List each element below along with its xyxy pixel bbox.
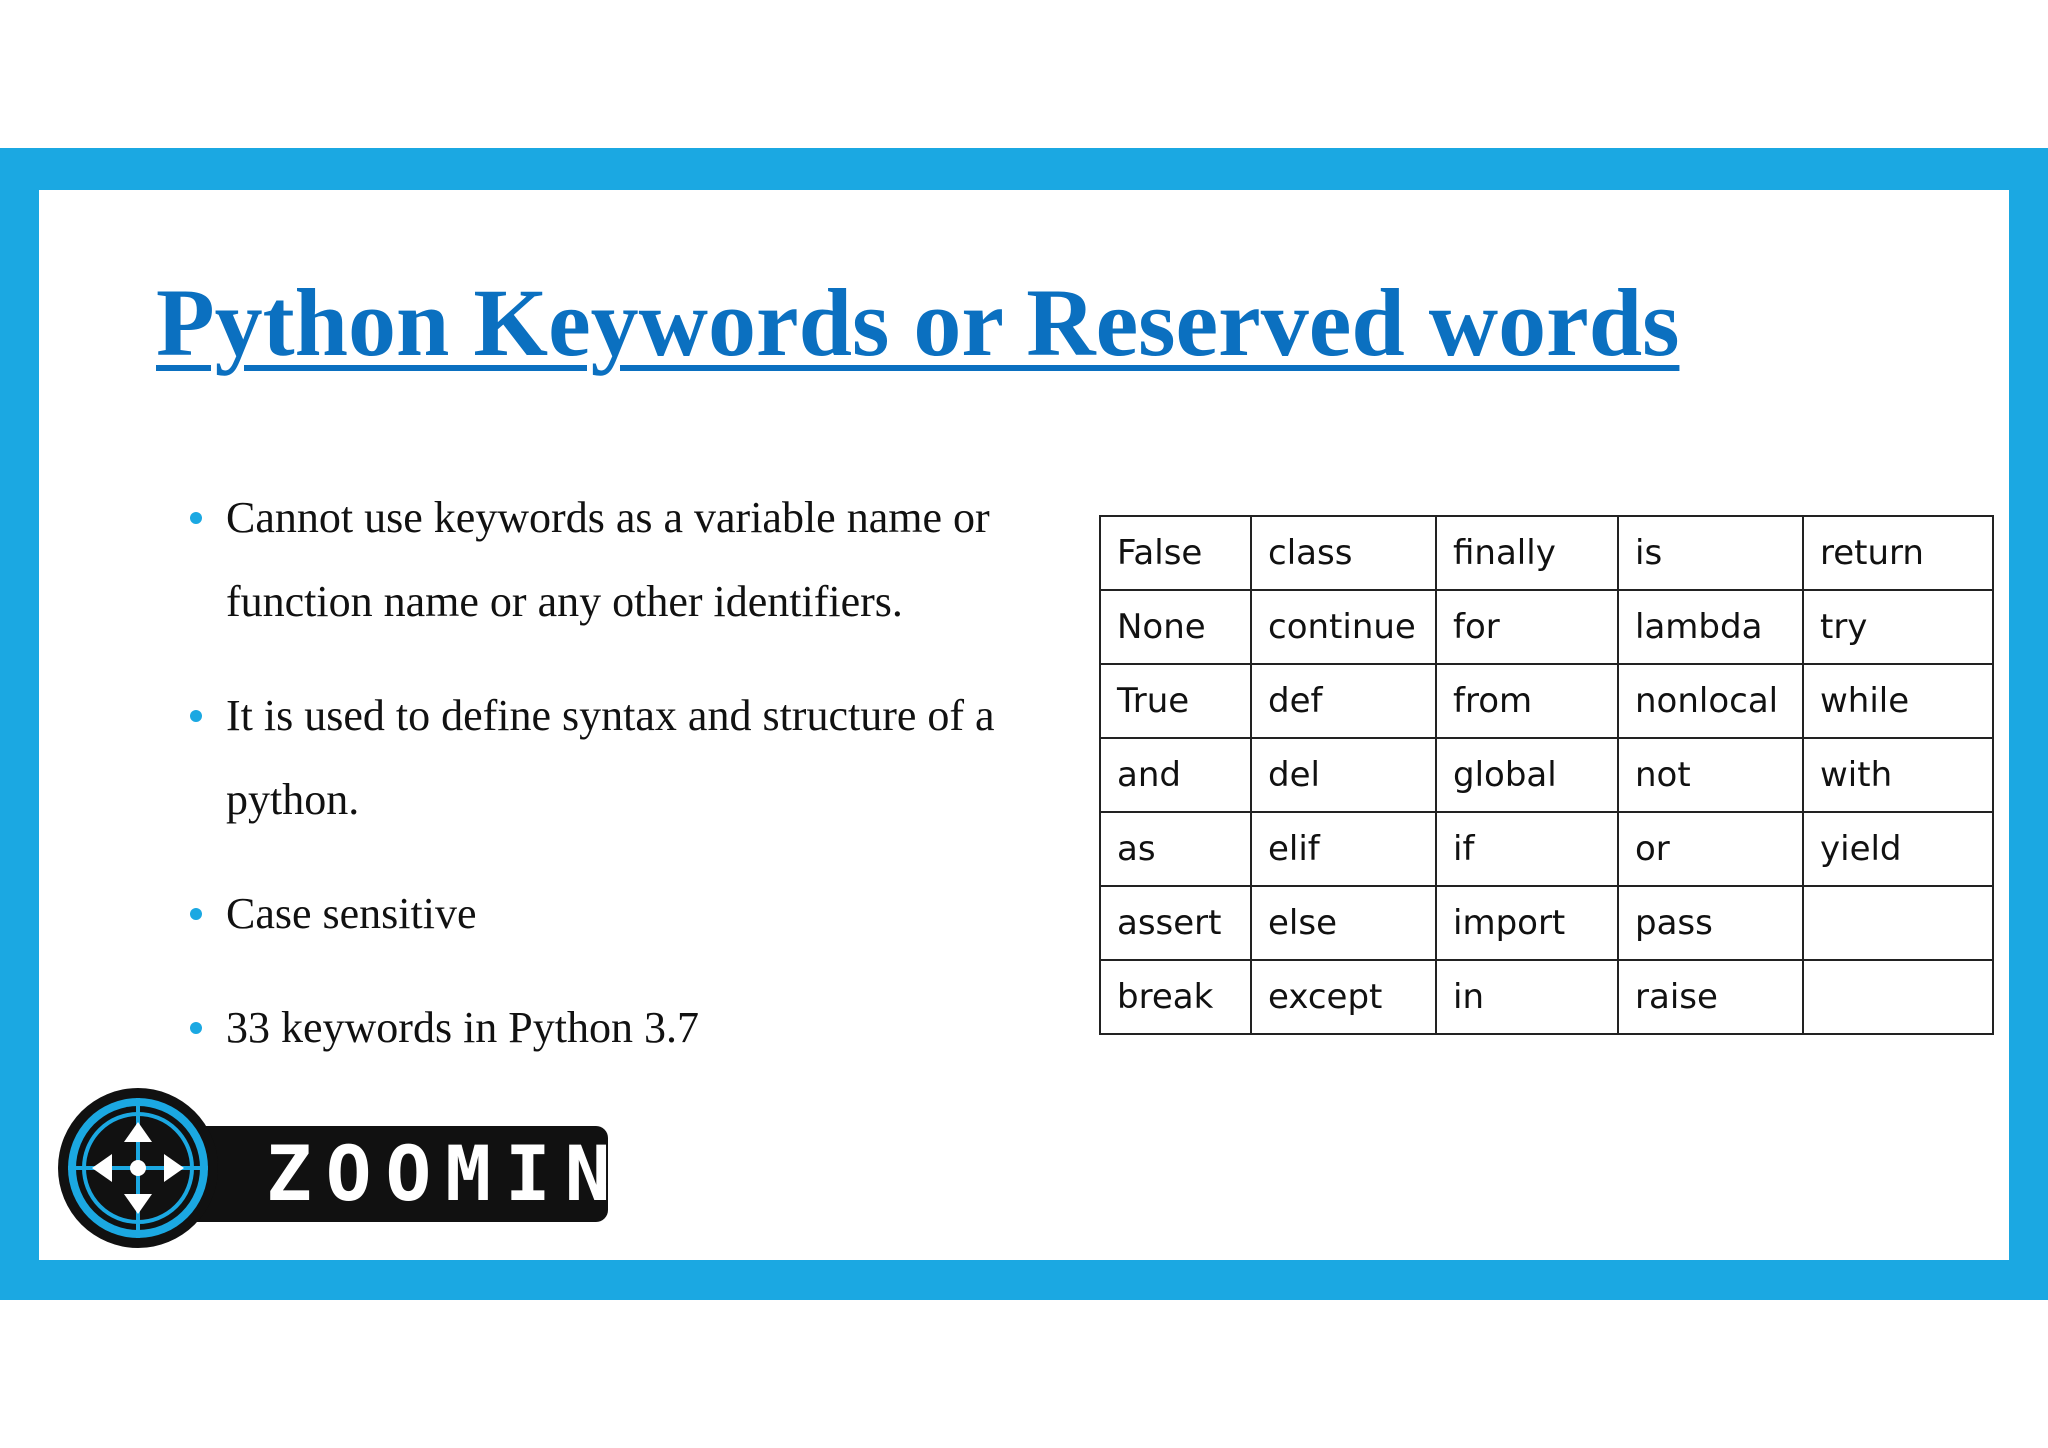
- table-row: [1100, 812, 1993, 886]
- table-cell: yield: [1803, 812, 1993, 886]
- table-cell: continue: [1251, 590, 1436, 664]
- table-cell: finally: [1436, 516, 1618, 590]
- slide-title: Python Keywords or Reserved words: [156, 269, 1680, 376]
- keywords-table: [1099, 515, 1994, 1035]
- bullet-item: [190, 476, 1070, 644]
- bullet-item: [190, 872, 1070, 956]
- table-cell: del: [1251, 738, 1436, 812]
- table-cell: pass: [1618, 886, 1803, 960]
- table-cell: [1803, 886, 1993, 960]
- table-cell: False: [1100, 516, 1251, 590]
- table-cell: True: [1100, 664, 1251, 738]
- table-cell: def: [1251, 664, 1436, 738]
- table-cell: lambda: [1618, 590, 1803, 664]
- bullet-list: [190, 476, 1070, 1100]
- table-cell: and: [1100, 738, 1251, 812]
- bullet-text: Cannot use keywords as a variable name or function name or any other identifiers.: [226, 493, 990, 626]
- table-row: [1100, 664, 1993, 738]
- table-cell: or: [1618, 812, 1803, 886]
- table-cell: as: [1100, 812, 1251, 886]
- bullet-dot-icon: [190, 908, 202, 920]
- bullet-dot-icon: [190, 1022, 202, 1034]
- table-cell: else: [1251, 886, 1436, 960]
- bullet-dot-icon: [190, 710, 202, 722]
- table-cell: assert: [1100, 886, 1251, 960]
- logo-wordmark: ZOOMING: [266, 1129, 685, 1218]
- table-cell: from: [1436, 664, 1618, 738]
- table-cell: return: [1803, 516, 1993, 590]
- bullet-text: 33 keywords in Python 3.7: [226, 1003, 699, 1052]
- table-cell: while: [1803, 664, 1993, 738]
- table-row: [1100, 960, 1993, 1034]
- table-row: [1100, 738, 1993, 812]
- table-cell: in: [1436, 960, 1618, 1034]
- table-row: [1100, 590, 1993, 664]
- crosshair-icon: [56, 1086, 220, 1250]
- table-cell: with: [1803, 738, 1993, 812]
- bullet-dot-icon: [190, 512, 202, 524]
- bullet-text: Case sensitive: [226, 889, 477, 938]
- bullet-item: [190, 986, 1070, 1070]
- table-row: [1100, 886, 1993, 960]
- bullet-item: [190, 674, 1070, 842]
- table-cell: [1803, 960, 1993, 1034]
- table-cell: None: [1100, 590, 1251, 664]
- bullet-text: It is used to define syntax and structure of a python.: [226, 691, 995, 824]
- table-row: [1100, 516, 1993, 590]
- table-cell: class: [1251, 516, 1436, 590]
- table-cell: try: [1803, 590, 1993, 664]
- table-cell: elif: [1251, 812, 1436, 886]
- zooming-logo: [56, 1086, 685, 1250]
- table-cell: for: [1436, 590, 1618, 664]
- table-cell: except: [1251, 960, 1436, 1034]
- table-cell: nonlocal: [1618, 664, 1803, 738]
- table-cell: import: [1436, 886, 1618, 960]
- table-cell: raise: [1618, 960, 1803, 1034]
- table-cell: break: [1100, 960, 1251, 1034]
- table-cell: is: [1618, 516, 1803, 590]
- table-cell: not: [1618, 738, 1803, 812]
- table-cell: if: [1436, 812, 1618, 886]
- table-cell: global: [1436, 738, 1618, 812]
